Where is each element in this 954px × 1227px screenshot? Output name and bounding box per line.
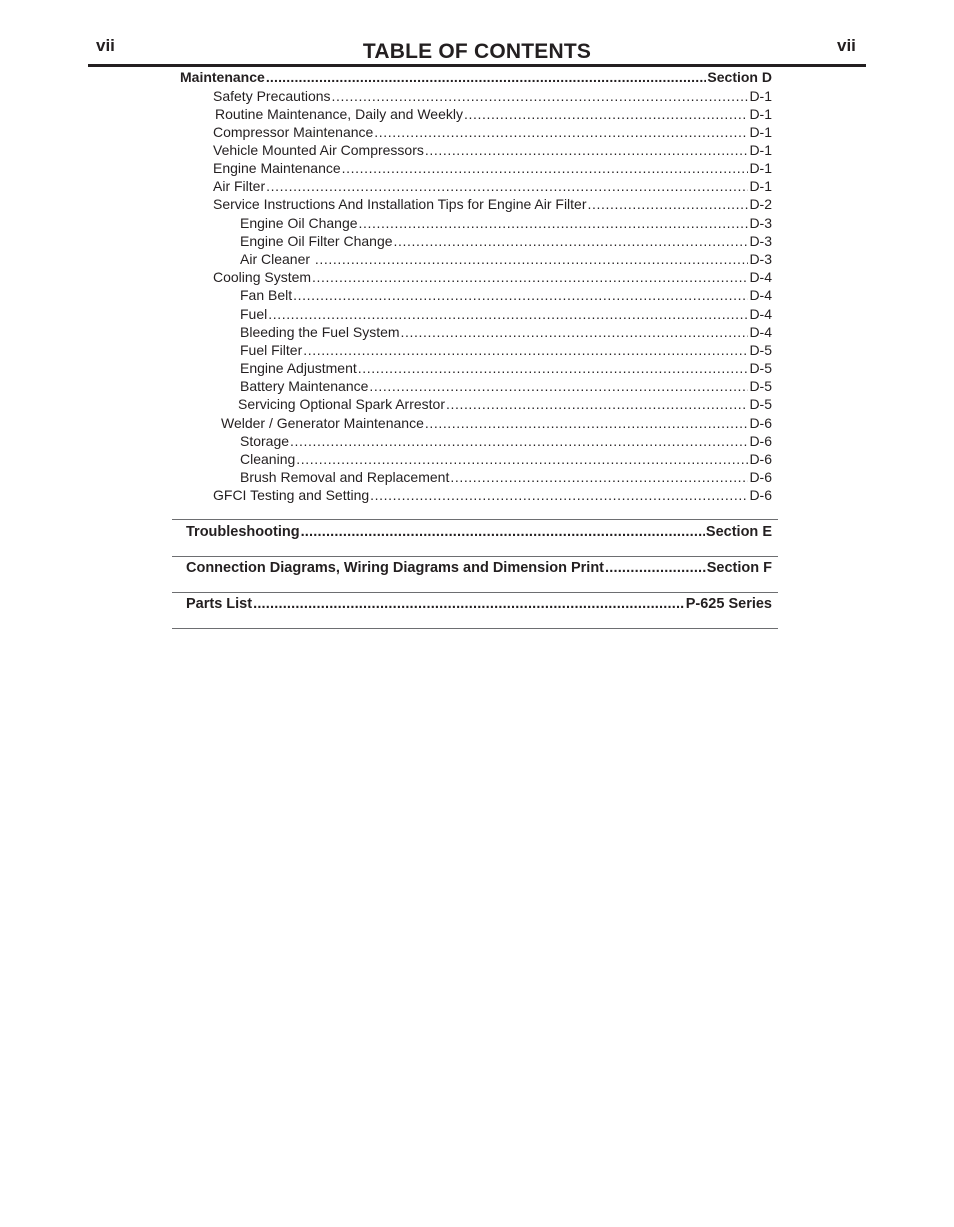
dot-leader: [401, 323, 749, 341]
toc-entry-page: D-1: [749, 106, 772, 122]
toc-entry-label: Parts List: [186, 596, 253, 612]
toc-section-troubleshooting[interactable]: [186, 523, 772, 541]
toc-entry-label: Engine Adjustment: [240, 360, 357, 376]
toc-entry-label: Air Cleaner: [240, 251, 314, 267]
toc-entry-gfci-testing[interactable]: [213, 486, 772, 504]
toc-entry-page: Section E: [705, 524, 772, 540]
toc-entry-safety-precautions[interactable]: [213, 87, 772, 105]
section-divider: [172, 592, 778, 593]
toc-entry-cleaning[interactable]: [240, 450, 772, 468]
toc-entry-page: D-3: [749, 251, 772, 267]
toc-entry-page: D-2: [749, 196, 772, 212]
toc-entry-page: D-1: [749, 88, 772, 104]
toc-entry-engine-maintenance[interactable]: [213, 159, 772, 177]
page-number-left: vii: [96, 36, 115, 55]
page-title: TABLE OF CONTENTS: [362, 40, 592, 63]
toc-entry-compressor-maintenance[interactable]: [213, 123, 772, 141]
toc-entry-page: D-6: [749, 469, 772, 485]
dot-leader: [332, 87, 749, 105]
toc-entry-page: D-6: [749, 487, 772, 503]
dot-leader: [358, 359, 749, 377]
toc-entry-storage[interactable]: [240, 432, 772, 450]
toc-entry-fan-belt[interactable]: [240, 286, 772, 304]
toc-entry-page: D-3: [749, 233, 772, 249]
dot-leader: [266, 68, 707, 86]
toc-entry-label: Servicing Optional Spark Arrestor: [238, 396, 445, 412]
dot-leader: [446, 395, 748, 413]
toc-section-connection-diagrams[interactable]: [186, 559, 772, 577]
toc-entry-engine-adjustment[interactable]: [240, 359, 772, 377]
toc-entry-page: D-5: [749, 360, 772, 376]
toc-entry-label: Safety Precautions: [213, 88, 331, 104]
toc-entry-label: Fan Belt: [240, 287, 293, 303]
toc-entry-fuel-filter[interactable]: [240, 341, 772, 359]
toc-entry-label: GFCI Testing and Setting: [213, 487, 370, 503]
dot-leader: [605, 559, 706, 577]
toc-entry-service-instructions-air-filter[interactable]: [213, 195, 772, 213]
toc-entry-battery-maintenance[interactable]: [240, 377, 772, 395]
section-divider: [172, 628, 778, 629]
toc-entry-brush-removal[interactable]: [240, 468, 772, 486]
dot-leader: [450, 468, 748, 486]
section-divider: [172, 519, 778, 520]
toc-entry-page: D-4: [749, 269, 772, 285]
toc-entry-cooling-system[interactable]: [213, 268, 772, 286]
toc-entry-page: D-6: [749, 433, 772, 449]
dot-leader: [394, 232, 749, 250]
toc-entry-label: Cleaning: [240, 451, 296, 467]
toc-entry-page: D-1: [749, 160, 772, 176]
toc-entry-label: Storage: [240, 433, 290, 449]
toc-entry-engine-oil-filter-change[interactable]: [240, 232, 772, 250]
toc-entry-label: Engine Oil Change: [240, 215, 358, 231]
toc-entry-air-filter[interactable]: [213, 177, 772, 195]
dot-leader: [268, 305, 748, 323]
dot-leader: [293, 286, 748, 304]
toc-entry-label: Brush Removal and Replacement: [240, 469, 450, 485]
dot-leader: [374, 123, 748, 141]
toc-entry-page: D-4: [749, 324, 772, 340]
toc-entry-page: Section F: [706, 560, 772, 576]
toc-entry-label: Air Filter: [213, 178, 266, 194]
toc-entry-page: Section D: [707, 69, 772, 85]
dot-leader: [290, 432, 748, 450]
toc-entry-page: D-1: [749, 142, 772, 158]
toc-entry-label: Connection Diagrams, Wiring Diagrams and Dimension Print: [186, 560, 605, 576]
dot-leader: [425, 414, 749, 432]
toc-entry-page: D-5: [749, 378, 772, 394]
toc-entry-label: Service Instructions And Installation Tips for Engine Air Filter: [213, 196, 587, 212]
toc-entry-label: Troubleshooting: [186, 524, 300, 540]
toc-entry-welder-generator-maintenance[interactable]: [221, 414, 772, 432]
toc-entry-engine-oil-change[interactable]: [240, 214, 772, 232]
toc-entry-page: D-5: [749, 342, 772, 358]
toc-entry-routine-maintenance[interactable]: [215, 105, 772, 123]
toc-entry-label: Cooling System: [213, 269, 312, 285]
toc-entry-label: Routine Maintenance, Daily and Weekly: [215, 106, 463, 122]
toc-entry-page: D-1: [749, 178, 772, 194]
toc-entry-bleeding-fuel-system[interactable]: [240, 323, 772, 341]
toc-entry-page: P-625 Series: [685, 596, 772, 612]
dot-leader: [588, 195, 749, 213]
dot-leader: [369, 377, 748, 395]
toc-entry-page: D-1: [749, 124, 772, 140]
dot-leader: [464, 105, 748, 123]
dot-leader: [342, 159, 749, 177]
toc-entry-page: D-5: [749, 396, 772, 412]
toc-entry-page: D-6: [749, 415, 772, 431]
dot-leader: [315, 250, 749, 268]
section-divider: [172, 556, 778, 557]
dot-leader: [253, 595, 685, 613]
toc-entry-label: Welder / Generator Maintenance: [221, 415, 424, 431]
toc-entry-label: Engine Maintenance: [213, 160, 341, 176]
dot-leader: [359, 214, 749, 232]
toc-entry-label: Compressor Maintenance: [213, 124, 374, 140]
toc-entry-label: Battery Maintenance: [240, 378, 369, 394]
toc-entry-label: Maintenance: [180, 69, 265, 85]
dot-leader: [301, 523, 705, 541]
toc-entry-label: Vehicle Mounted Air Compressors: [213, 142, 424, 158]
toc-entry-label: Fuel: [240, 306, 268, 322]
toc-entry-label: Engine Oil Filter Change: [240, 233, 393, 249]
page-number-right: vii: [837, 36, 856, 55]
toc-entry-label: Fuel Filter: [240, 342, 303, 358]
toc-section-parts-list[interactable]: [186, 595, 772, 613]
dot-leader: [312, 268, 748, 286]
title-underline: [88, 64, 866, 67]
toc-entry-fuel[interactable]: [240, 305, 772, 323]
toc-entry-page: D-3: [749, 215, 772, 231]
toc-entry-page: D-6: [749, 451, 772, 467]
toc-entry-label: Bleeding the Fuel System: [240, 324, 400, 340]
toc-entry-spark-arrestor[interactable]: [238, 395, 772, 413]
toc-entry-vehicle-mounted-compressors[interactable]: [213, 141, 772, 159]
toc-section-maintenance[interactable]: [180, 68, 772, 86]
toc-entry-air-cleaner[interactable]: [240, 250, 772, 268]
dot-leader: [266, 177, 748, 195]
toc-entry-page: D-4: [749, 287, 772, 303]
dot-leader: [303, 341, 748, 359]
dot-leader: [370, 486, 748, 504]
dot-leader: [425, 141, 749, 159]
dot-leader: [296, 450, 748, 468]
toc-entry-page: D-4: [749, 306, 772, 322]
